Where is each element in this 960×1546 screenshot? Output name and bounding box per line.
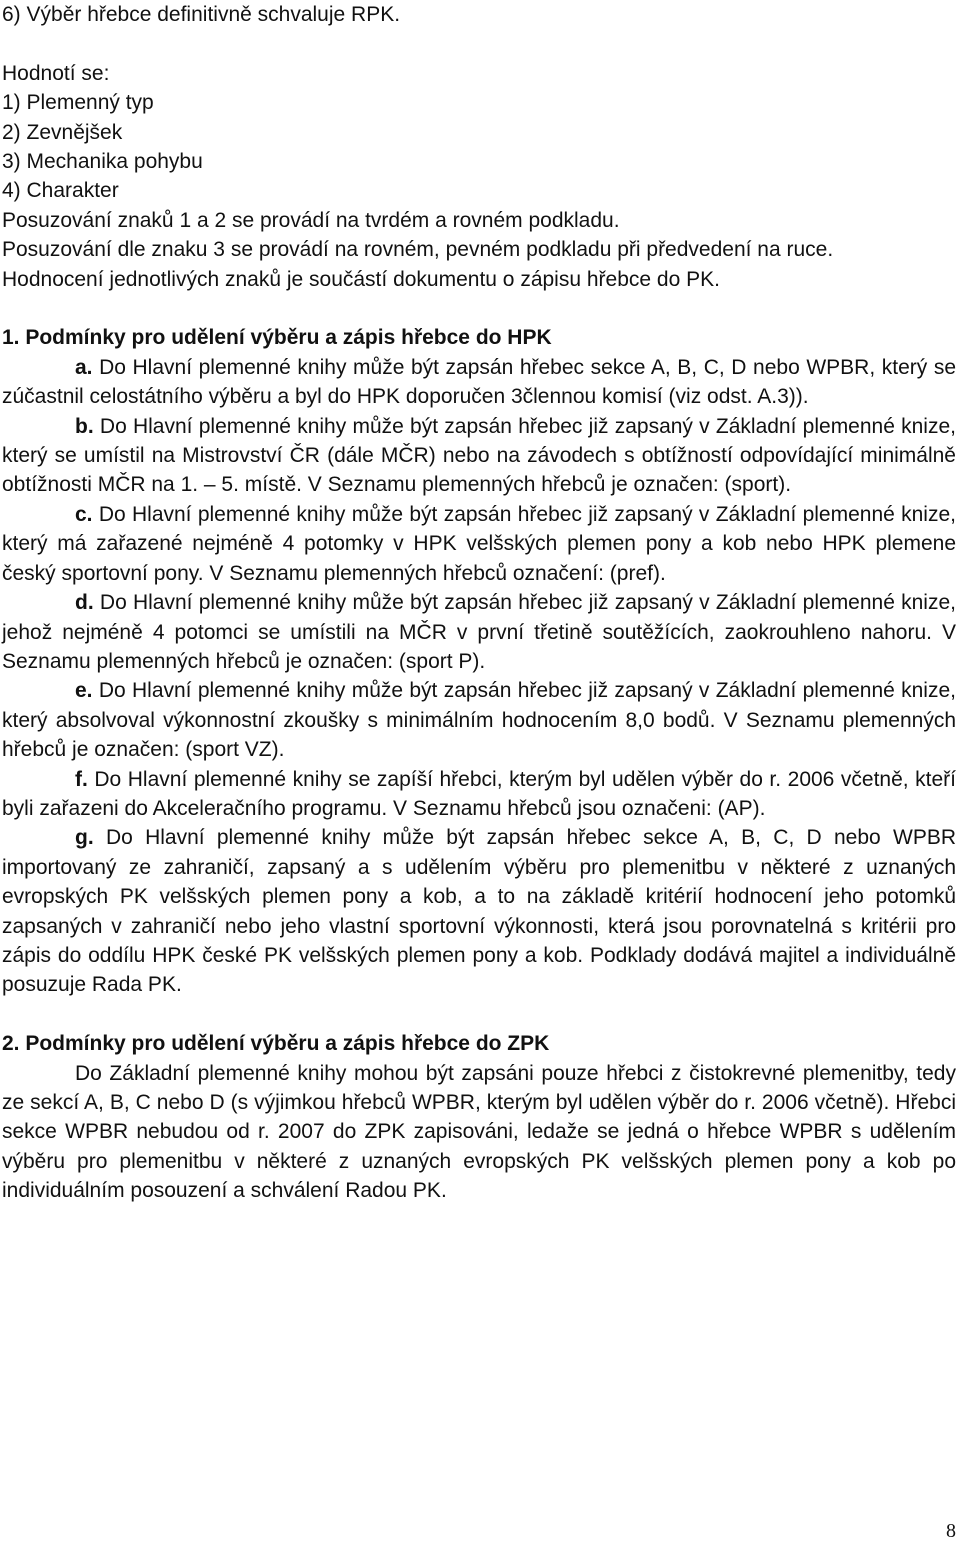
section-1-item-f [2,765,956,824]
spacer [2,1000,956,1029]
section-1-item-d [2,588,956,676]
section-2-text: Do Základní plemenné knihy mohou být zapsáni pouze hřebci z čistokrevné plemenitby, tedy ze sekcí A, B, C nebo D (s výjimkou hřebců WPBR, kterým byl udělen výběr do r. 2006 včetně). Hřebci sekce WPBR nebudou od r. 2007 do ZPK zapisováni, ledaže se jedná o hřebce WPBR s udělením výběru pro plemenitbu v některé z uznaných evropských PK velšských plemen pony a kob po individuálním posouzení a schválení Radou PK. [2,1061,956,1203]
criteria-item-1: 1) Plemenný typ [2,91,154,115]
section-1-heading: 1. Podmínky pro udělení výběru a zápis hřebce do HPK [2,326,552,350]
rule-item-6: 6) Výběr hřebce definitivně schvaluje RPK. [2,3,401,26]
spacer [2,29,956,58]
item-letter: c. [75,502,93,526]
assessment-note-1: Posuzování znaků 1 a 2 se provádí na tvrdém a rovném podkladu. [2,208,620,232]
section-1-item-e [2,676,956,764]
item-letter: f. [75,767,88,791]
item-text: Do Hlavní plemenné knihy může být zapsán hřebec sekce A, B, C, D nebo WPBR, který se zúčastnil celostátního výběru a byl do HPK doporučen 3člennou komisí (viz odst. A.3)). [2,355,956,409]
assessment-note-3: Hodnocení jednotlivých znaků je součástí dokumentu o zápisu hřebce do PK. [2,267,720,291]
section-2-heading: 2. Podmínky pro udělení výběru a zápis hřebce do ZPK [2,1032,550,1056]
section-1-item-g [2,823,956,999]
item-text: Do Hlavní plemenné knihy může být zapsán hřebec sekce A, B, C, D nebo WPBR importovaný ze zahraničí, zapsaný a s udělením výběru pro plemenitbu v některé z uznaných evropských PK velšských plemen pony a kob, a to na základě kritérií hodnocení jeho potomků zapsaných v zahraničí nebo jeho vlastní sportovní výkonnosti, která jsou porovnatelná s kritérii pro zápis do oddílu HPK české PK velšských plemen pony a kob. Podklady dodává majitel a individuálně posuzuje Rada PK. [2,826,956,997]
item-text: Do Hlavní plemenné knihy může být zapsán hřebec již zapsaný v Základní plemenné knize, který má zařazené nejméně 4 potomky v HPK velšských plemen pony a kob nebo HPK plemene český sportovní pony. V Seznamu plemenných hřebců označení: (pref). [2,502,956,585]
item-text: Do Hlavní plemenné knihy může být zapsán hřebec již zapsaný v Základní plemenné knize, který absolvoval výkonnostní zkoušky s minimálním hodnocením 8,0 bodů. V Seznamu plemenných hřebců je označen: (sport VZ). [2,679,956,762]
criteria-item-3: 3) Mechanika pohybu [2,150,203,174]
item-letter: a. [75,355,93,379]
assessment-note-2: Posuzování dle znaku 3 se provádí na rovném, pevném podkladu při předvedení na ruce. [2,238,834,262]
spacer [2,294,956,323]
item-text: Do Hlavní plemenné knihy může být zapsán hřebec již zapsaný v Základní plemenné knize, jehož nejméně 4 potomci se umístili na MČR v první třetině soutěžících, zaokrouhleno nahoru. V Seznamu plemenných hřebců je označen: (sport P). [2,591,956,673]
section-1-item-b [2,412,956,500]
criteria-item-4: 4) Charakter [2,179,119,203]
evaluated-label: Hodnotí se: [2,61,110,85]
section-1-item-c [2,500,956,588]
criteria-item-2: 2) Zevnějšek [2,120,123,144]
document-page [2,0,956,1206]
item-text: Do Hlavní plemenné knihy může být zapsán hřebec již zapsaný v Základní plemenné knize, který se umístil na Mistrovství ČR (dále MČR) nebo na závodech s obtížností odpovídající minimálně obtížnosti MČR na 1. – 5. místě. V Seznamu plemenných hřebců je označen: (sport). [2,414,956,497]
item-letter: d. [75,591,94,615]
item-text: Do Hlavní plemenné knihy se zapíší hřebci, kterým byl udělen výběr do r. 2006 včetně, kteří byli zařazeni do Akceleračního programu. V Seznamu hřebců jsou označeni: (AP). [2,767,956,820]
item-letter: g. [75,826,94,850]
page-number: 8 [946,1520,956,1542]
item-letter: e. [75,679,93,703]
section-1-item-a [2,353,956,412]
item-letter: b. [75,414,94,438]
